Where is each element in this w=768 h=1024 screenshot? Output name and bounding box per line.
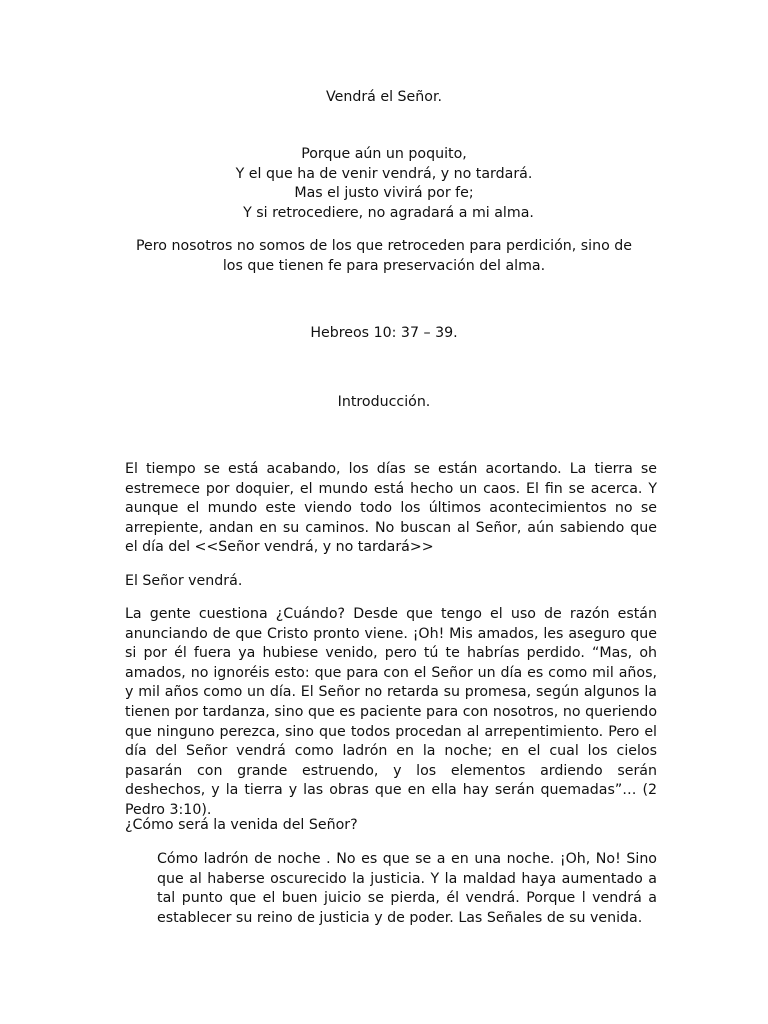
subheading-como-sera: ¿Cómo será la venida del Señor? bbox=[125, 817, 358, 833]
intro-heading: Introducción. bbox=[337, 394, 431, 410]
scripture-reference: Hebreos 10: 37 – 39. bbox=[310, 325, 458, 341]
paragraph-ladron: Cómo ladrón de noche . No es que se a en una noche. ¡Oh, No! Sino que al haberse oscurecido la justicia. Y la maldad haya aumentado a tal punto que el buen juicio se pierda, él vendrá. Porque l vendrá a establecer su reino de justicia y de poder. Las Señales de su venida. bbox=[157, 851, 657, 926]
verse-continuation: Pero nosotros no somos de los que retroceden para perdición, sino de los que tienen fe para preservación del alma. bbox=[135, 238, 633, 274]
document-title: Vendrá el Señor. bbox=[326, 89, 442, 105]
verse-block bbox=[0, 145, 768, 223]
verse-line: Porque aún un poquito, bbox=[301, 146, 467, 162]
paragraph-cuando: La gente cuestiona ¿Cuándo? Desde que tengo el uso de razón están anunciando de que Cristo pronto viene. ¡Oh! Mis amados, les aseguro que si por él fuera ya hubiese venido, pero tú te habrías perdido. “Mas, oh amados, no ignoréis esto: que para con el Señor un día es como mil años, y mil años como un día. El Señor no retarda su promesa, según algunos la tienen por tardanza, sino que es paciente para con nosotros, no queriendo que ninguno perezca, sino que todos procedan al arrepentimiento. Pero el día del Señor vendrá como ladrón en la noche; en el cual los cielos pasarán con grande estruendo, y los elementos ardiendo serán deshechos, y la tierra y las obras que en ella hay serán quemadas”… (2 Pedro 3:10). bbox=[125, 606, 657, 818]
verse-line: Y el que ha de venir vendrá, y no tardará. bbox=[235, 165, 533, 182]
subheading-senor-vendra: El Señor vendrá. bbox=[125, 573, 243, 589]
paragraph-intro: El tiempo se está acabando, los días se están acortando. La tierra se estremece por doquier, el mundo está hecho un caos. El fin se acerca. Y aunque el mundo este viendo todo los últimos acontecimientos no se arrepiente, andan en su caminos. No buscan al Señor, aún sabiendo que el día del <<Señor vendrá, y no tardará>> bbox=[125, 461, 657, 556]
verse-line: Y si retrocediere, no agradará a mi alma. bbox=[234, 204, 534, 221]
verse-line: Mas el justo vivirá por fe; bbox=[294, 185, 474, 202]
